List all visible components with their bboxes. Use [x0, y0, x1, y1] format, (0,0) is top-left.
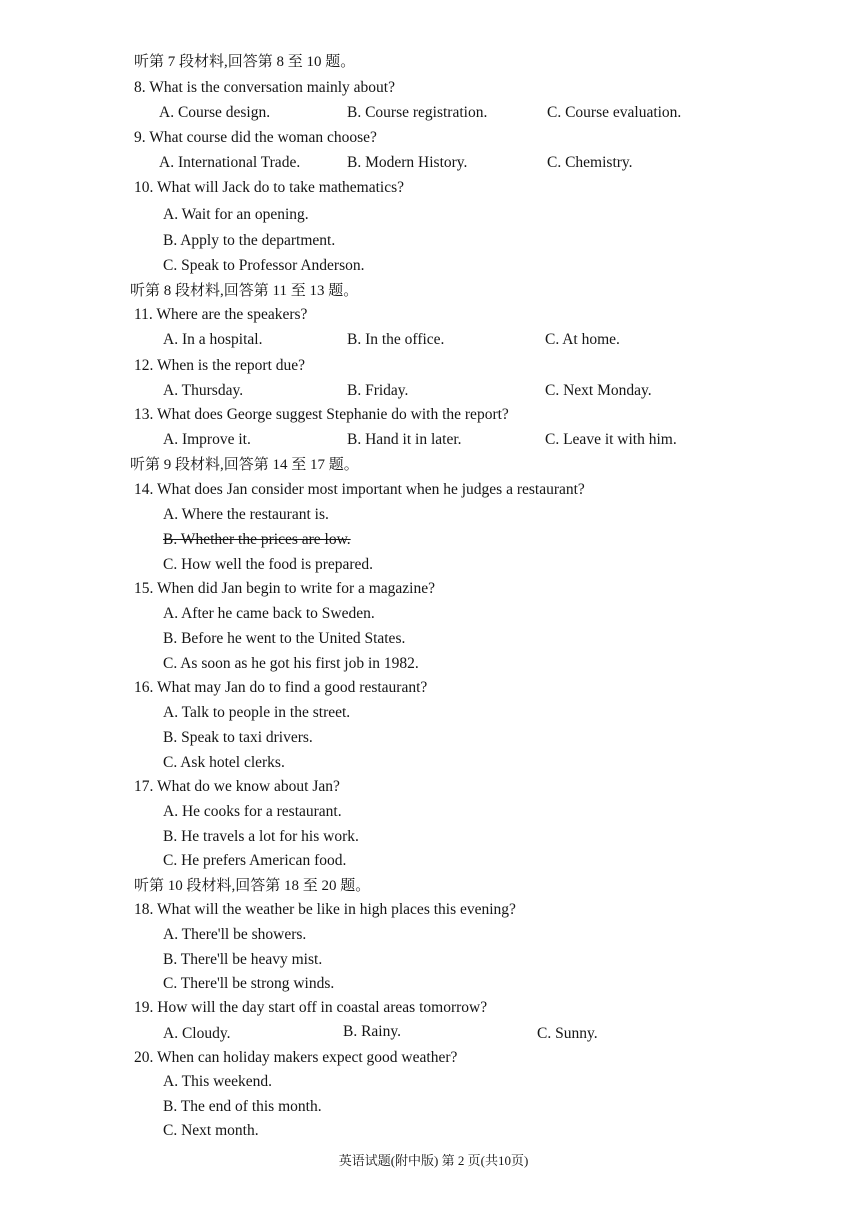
question-13-option-a: A. Improve it.: [163, 431, 251, 448]
question-20-option-b: B. The end of this month.: [163, 1098, 322, 1115]
section-header-7: 听第 7 段材料,回答第 8 至 10 题。: [134, 54, 356, 70]
question-9-stem: 9. What course did the woman choose?: [134, 129, 377, 146]
question-8-stem: 8. What is the conversation mainly about?: [134, 79, 395, 96]
question-11-option-b: B. In the office.: [347, 331, 445, 348]
question-11-option-a: A. In a hospital.: [163, 331, 263, 348]
question-15-option-c: C. As soon as he got his first job in 1982.: [163, 655, 419, 672]
question-20-option-c: C. Next month.: [163, 1122, 259, 1139]
question-14-option-a: A. Where the restaurant is.: [163, 506, 329, 523]
question-18-stem: 18. What will the weather be like in high places this evening?: [134, 901, 516, 918]
question-18-option-c: C. There'll be strong winds.: [163, 975, 335, 992]
section-header-8: 听第 8 段材料,回答第 11 至 13 题。: [130, 283, 359, 299]
question-18-option-a: A. There'll be showers.: [163, 926, 307, 943]
question-17-option-b: B. He travels a lot for his work.: [163, 828, 359, 845]
question-17-stem: 17. What do we know about Jan?: [134, 778, 340, 795]
question-17-option-c: C. He prefers American food.: [163, 852, 347, 869]
question-16-option-a: A. Talk to people in the street.: [163, 704, 351, 721]
question-10-option-c: C. Speak to Professor Anderson.: [163, 257, 365, 274]
question-19-option-b: B. Rainy.: [343, 1023, 401, 1040]
question-10-option-a: A. Wait for an opening.: [163, 206, 309, 223]
question-19-option-a: A. Cloudy.: [163, 1025, 231, 1042]
question-14-option-c: C. How well the food is prepared.: [163, 556, 374, 573]
question-17-option-a: A. He cooks for a restaurant.: [163, 803, 342, 820]
question-14-stem: 14. What does Jan consider most important when he judges a restaurant?: [134, 481, 585, 498]
question-8-option-c: C. Course evaluation.: [547, 104, 682, 121]
question-12-option-a: A. Thursday.: [163, 382, 244, 399]
question-12-option-c: C. Next Monday.: [545, 382, 652, 399]
question-10-stem: 10. What will Jack do to take mathematics?: [134, 179, 405, 196]
question-13-option-c: C. Leave it with him.: [545, 431, 677, 448]
question-8-option-a: A. Course design.: [159, 104, 271, 121]
question-12-option-b: B. Friday.: [347, 382, 409, 399]
question-13-option-b: B. Hand it in later.: [347, 431, 462, 448]
question-15-option-a: A. After he came back to Sweden.: [163, 605, 375, 622]
question-14-option-b: B. Whether the prices are low.: [163, 531, 351, 548]
question-8-option-b: B. Course registration.: [347, 104, 488, 121]
question-13-stem: 13. What does George suggest Stephanie do with the report?: [134, 406, 509, 423]
question-16-stem: 16. What may Jan do to find a good restaurant?: [134, 679, 428, 696]
question-19-option-c: C. Sunny.: [537, 1025, 598, 1042]
section-header-9: 听第 9 段材料,回答第 14 至 17 题。: [130, 457, 359, 473]
question-16-option-c: C. Ask hotel clerks.: [163, 754, 285, 771]
page-footer: 英语试题(附中版) 第 2 页(共10页): [338, 1153, 529, 1168]
question-18-option-b: B. There'll be heavy mist.: [163, 951, 323, 968]
question-20-option-a: A. This weekend.: [163, 1073, 273, 1090]
question-15-option-b: B. Before he went to the United States.: [163, 630, 406, 647]
question-11-stem: 11. Where are the speakers?: [134, 306, 308, 323]
question-16-option-b: B. Speak to taxi drivers.: [163, 729, 313, 746]
question-19-stem: 19. How will the day start off in coastal areas tomorrow?: [134, 999, 488, 1016]
question-15-stem: 15. When did Jan begin to write for a magazine?: [134, 580, 436, 597]
question-20-stem: 20. When can holiday makers expect good weather?: [134, 1049, 458, 1066]
question-10-option-b: B. Apply to the department.: [163, 232, 336, 249]
question-9-option-c: C. Chemistry.: [547, 154, 633, 171]
question-9-option-b: B. Modern History.: [347, 154, 468, 171]
question-9-option-a: A. International Trade.: [159, 154, 301, 171]
section-header-10: 听第 10 段材料,回答第 18 至 20 题。: [134, 878, 371, 894]
question-11-option-c: C. At home.: [545, 331, 620, 348]
question-12-stem: 12. When is the report due?: [134, 357, 306, 374]
